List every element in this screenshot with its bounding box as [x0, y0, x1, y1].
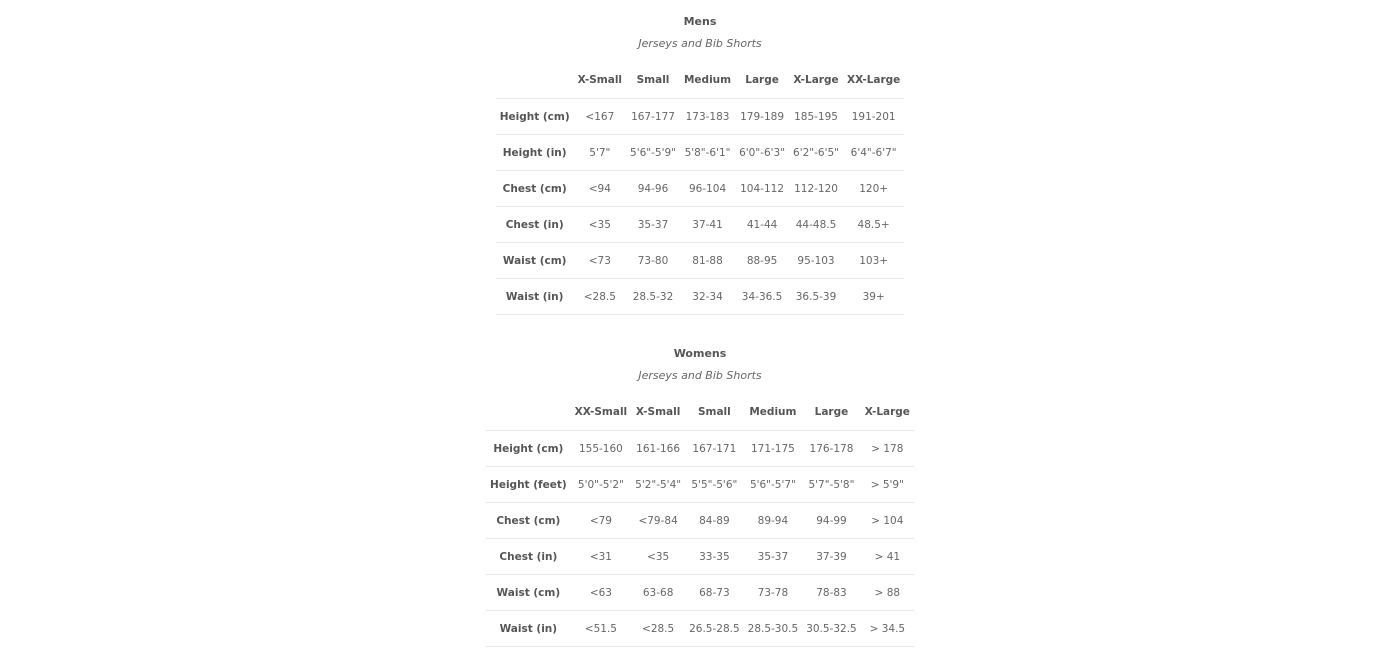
table-row — [486, 431, 914, 467]
table-row — [486, 467, 914, 503]
row-label: Waist (cm) — [496, 586, 561, 599]
table-cell: > 178 — [871, 442, 904, 455]
table-cell: <28.5 — [642, 622, 675, 635]
table-cell: <31 — [589, 550, 612, 563]
table-row — [486, 539, 914, 575]
mens-size-section — [0, 15, 1400, 315]
table-cell: > 34.5 — [869, 622, 906, 635]
table-cell: 28.5-30.5 — [747, 622, 799, 635]
womens-title: Womens — [673, 347, 727, 360]
table-cell: 84-89 — [699, 514, 730, 527]
table-cell: 103+ — [859, 254, 889, 267]
table-cell: <79-84 — [638, 514, 678, 527]
table-cell: 5'6"-5'7" — [749, 478, 796, 491]
table-cell: 191-201 — [851, 110, 896, 123]
table-cell: <51.5 — [584, 622, 617, 635]
table-cell: 173-183 — [685, 110, 730, 123]
table-row — [496, 171, 905, 207]
table-cell: <94 — [588, 182, 611, 195]
row-label: Waist (in) — [505, 290, 564, 303]
womens-col-header: X-Large — [864, 406, 910, 418]
table-cell: 73-80 — [637, 254, 669, 267]
mens-col-header: Large — [745, 74, 779, 86]
table-cell: 78-83 — [816, 586, 847, 599]
row-label: Height (cm) — [499, 110, 570, 123]
table-cell: 37-41 — [692, 218, 723, 231]
mens-col-header: Small — [636, 74, 670, 86]
table-cell: 48.5+ — [857, 218, 890, 231]
mens-title: Mens — [683, 15, 717, 28]
mens-col-header: XX-Large — [847, 74, 901, 86]
table-row — [496, 99, 905, 135]
table-cell: 63-68 — [642, 586, 674, 599]
womens-size-table — [486, 394, 914, 647]
womens-subtitle: Jerseys and Bib Shorts — [638, 369, 762, 382]
table-cell: 30.5-32.5 — [806, 622, 857, 635]
table-cell: <63 — [589, 586, 612, 599]
table-row — [486, 503, 914, 539]
table-cell: 35-37 — [757, 550, 789, 563]
table-cell: 94-99 — [816, 514, 847, 527]
table-cell: <35 — [588, 218, 611, 231]
table-cell: 89-94 — [757, 514, 789, 527]
table-row — [486, 611, 914, 647]
table-cell: 26.5-28.5 — [689, 622, 740, 635]
table-cell: 155-160 — [578, 442, 623, 455]
table-cell: > 104 — [871, 514, 904, 527]
table-cell: 36.5-39 — [795, 290, 837, 303]
row-label: Chest (in) — [505, 218, 564, 231]
table-row — [486, 575, 914, 611]
table-cell: 185-195 — [794, 110, 838, 123]
table-cell: <35 — [647, 550, 670, 563]
table-cell: 88-95 — [746, 254, 778, 267]
table-cell: 5'7" — [589, 146, 611, 159]
womens-size-section — [0, 347, 1400, 647]
table-cell: 5'0"-5'2" — [577, 478, 624, 491]
row-label: Chest (cm) — [496, 514, 561, 527]
table-cell: 161-166 — [636, 442, 681, 455]
womens-corner-cell — [486, 394, 571, 431]
table-cell: <73 — [588, 254, 611, 267]
table-cell: 5'7"-5'8" — [808, 478, 855, 491]
table-row — [496, 243, 905, 279]
womens-col-header: Large — [814, 406, 849, 418]
table-cell: 6'2"-6'5" — [793, 146, 839, 159]
mens-size-table — [496, 62, 905, 315]
table-cell: <167 — [585, 110, 615, 123]
table-cell: 37-39 — [816, 550, 847, 563]
row-label: Chest (cm) — [502, 182, 567, 195]
table-cell: 179-189 — [740, 110, 784, 123]
table-cell: 96-104 — [688, 182, 727, 195]
table-cell: 6'4"-6'7" — [850, 146, 897, 159]
table-cell: 5'5"-5'6" — [691, 478, 738, 491]
womens-col-header: Medium — [749, 406, 797, 418]
table-cell: 44-48.5 — [795, 218, 837, 231]
mens-subtitle: Jerseys and Bib Shorts — [638, 37, 762, 50]
womens-col-header: X-Small — [635, 406, 681, 418]
table-cell: 41-44 — [746, 218, 778, 231]
womens-col-header: XX-Small — [574, 406, 628, 418]
table-cell: 39+ — [862, 290, 885, 303]
mens-col-header: X-Small — [577, 74, 623, 86]
table-cell: 171-175 — [750, 442, 795, 455]
row-label: Height (in) — [502, 146, 567, 159]
mens-col-header: X-Large — [793, 74, 839, 86]
table-cell: <79 — [589, 514, 612, 527]
table-cell: > 41 — [874, 550, 901, 563]
mens-header-row — [496, 62, 905, 99]
table-cell: 68-73 — [699, 586, 730, 599]
mens-corner-cell — [496, 62, 574, 99]
table-row — [496, 207, 905, 243]
table-cell: 95-103 — [797, 254, 835, 267]
table-cell: 5'8"-6'1" — [684, 146, 731, 159]
row-label: Waist (in) — [499, 622, 558, 635]
table-cell: 6'0"-6'3" — [739, 146, 786, 159]
table-cell: 28.5-32 — [632, 290, 674, 303]
table-cell: 5'6"-5'9" — [630, 146, 676, 159]
table-cell: 73-78 — [757, 586, 789, 599]
table-cell: <28.5 — [583, 290, 616, 303]
table-cell: > 5'9" — [870, 478, 904, 491]
table-cell: 176-178 — [809, 442, 854, 455]
mens-col-header: Medium — [683, 74, 732, 86]
table-cell: 94-96 — [637, 182, 669, 195]
table-cell: 32-34 — [692, 290, 723, 303]
row-label: Waist (cm) — [502, 254, 567, 267]
table-cell: 167-177 — [631, 110, 675, 123]
table-cell: 120+ — [859, 182, 889, 195]
table-cell: 5'2"-5'4" — [635, 478, 682, 491]
table-cell: 167-171 — [692, 442, 737, 455]
row-label: Height (cm) — [493, 442, 564, 455]
table-cell: 34-36.5 — [741, 290, 783, 303]
row-label: Height (feet) — [490, 478, 567, 491]
table-cell: 104-112 — [740, 182, 784, 195]
table-cell: 35-37 — [637, 218, 669, 231]
womens-col-header: Small — [697, 406, 731, 418]
table-cell: 81-88 — [692, 254, 723, 267]
row-label: Chest (in) — [499, 550, 558, 563]
table-row — [496, 135, 905, 171]
table-cell: 112-120 — [794, 182, 838, 195]
table-cell: 33-35 — [699, 550, 730, 563]
womens-header-row — [486, 394, 914, 431]
table-cell: > 88 — [874, 586, 901, 599]
table-row — [496, 279, 905, 315]
